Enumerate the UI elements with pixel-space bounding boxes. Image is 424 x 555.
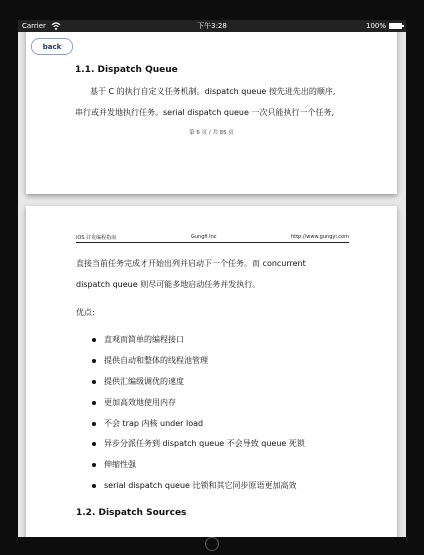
status-bar [18,20,406,32]
back-button[interactable]: back [31,38,73,55]
list-item: 更加高效地使用内存 [90,397,305,418]
list-item: 伸缩性强 [90,459,305,480]
page-number: 第 6 页 / 共 85 页 [189,130,234,136]
clock: 下午3:28 [197,22,227,30]
paragraph-line: dispatch queue 则尽可能多地启动任务并发执行。 [76,280,261,289]
header-company: Gungfi Inc [191,234,217,240]
document-viewer[interactable] [18,32,406,537]
list-item: 不会 trap 内核 under load [90,418,305,439]
header-divider [76,242,349,243]
battery-fill [390,24,401,28]
section-heading: 1.2. Dispatch Sources [76,508,187,518]
advantages-label: 优点: [76,308,95,317]
advantages-list [90,334,305,501]
paragraph-line: 直接当前任务完成才开始出列并启动下一个任务。而 concurrent [76,259,306,268]
battery-percent: 100% [365,22,386,30]
document-page [26,32,397,194]
document-page [26,206,397,537]
paragraph-line: 基于 C 的执行自定义任务机制。dispatch queue 按先进先出的顺序, [90,87,336,96]
carrier-label: Carrier [22,22,46,30]
battery-icon [389,23,402,29]
header-title: iOS 并发编程指南 [76,235,117,241]
list-item: 提供汇编级调优的速度 [90,376,305,397]
list-item: 提供自动和整体的线程池管理 [90,355,305,376]
home-button[interactable] [205,537,219,551]
list-item: 异步分派任务到 dispatch queue 不会导致 queue 死锁 [90,438,305,459]
list-item: 直观而简单的编程接口 [90,334,305,355]
list-item: serial dispatch queue 比锁和其它同步原语更加高效 [90,480,305,501]
paragraph-line: 串行或并发地执行任务。serial dispatch queue 一次只能执行一个任务, [75,108,335,117]
battery-status [366,20,402,32]
section-heading: 1.1. Dispatch Queue [75,65,178,75]
header-url: http://www.gungyi.com [290,234,349,240]
